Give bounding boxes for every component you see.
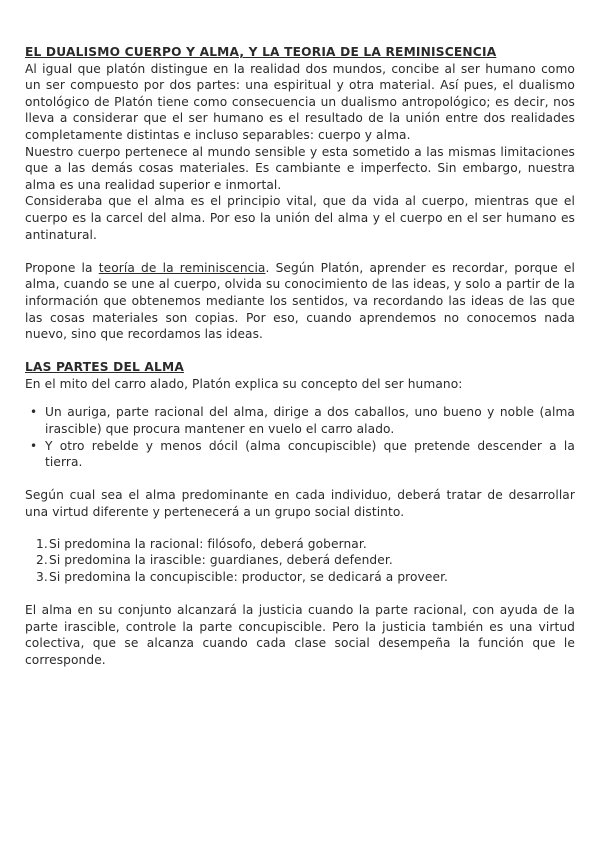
list-item [25,552,575,569]
list-item [25,569,575,586]
document-page [25,44,575,668]
list-number: 2. [36,553,48,568]
reminiscencia-text: . Según Platón, aprender es recordar, porque el alma, cuando se une al cuerpo, olvida su conocimiento de las ideas, y solo a partir de la información que obtenemos mediante los sentidos, va recordando las ideas de las que las cosas materiales son copias. Por eso, cuando aprendemos no conocemos nada nuevo, sino que recordamos las ideas. [25,260,575,342]
list-item-text: Si predomina la concupiscible: productor, se dedicará a proveer. [49,569,449,584]
list-number: 1. [36,536,48,551]
list-number: 3. [36,569,48,584]
paragraph-dualismo: Al igual que platón distingue en la realidad dos mundos, concibe al ser humano como un ser compuesto por dos partes: una espiritual y otra material. Así pues, el dualismo ontológico de Platón tiene como consecuencia un dualismo antropológico; es decir, nos lleva a considerar que el ser humano es el resultado de la unión entre dos realidades completamente distintas e incluso separables: cuerpo y alma. [25,61,575,142]
list-item [25,438,575,471]
list-item [25,404,575,437]
numbered-list [25,536,575,586]
list-item [25,536,575,553]
spacer [25,243,575,260]
spacer [25,471,575,488]
paragraph-mito-intro: En el mito del carro alado, Platón explica su concepto del ser humano: [25,376,463,391]
list-item-text: Un auriga, parte racional del alma, dirige a dos caballos, uno bueno y noble (alma irascible) que procura mantener en vuelo el carro alado. [45,405,575,437]
paragraph-cuerpo: Nuestro cuerpo pertenece al mundo sensible y esta sometido a las mismas limitaciones que a las demás cosas materiales. Es cambiante e imperfecto. Sin embargo, nuestra alma es una realidad superior e inmortal. [25,144,575,192]
reminiscencia-prefix: Propone la [25,260,99,275]
spacer [25,585,575,602]
bullet-icon: • [30,438,38,453]
spacer [25,521,575,536]
spacer [25,343,575,360]
section-title-partes-alma: LAS PARTES DEL ALMA [25,360,184,375]
list-item-text: Si predomina la irascible: guardianes, deberá defender. [49,553,393,568]
paragraph-virtud: Según cual sea el alma predominante en cada individuo, deberá tratar de desarrollar una virtud diferente y pertenecerá a un grupo social distinto. [25,488,575,520]
paragraph-alma-principio: Consideraba que el alma es el principio vital, que da vida al cuerpo, mientras que el cuerpo es la carcel del alma. Por eso la unión del alma y el cuerpo en el ser humano es antinatural. [25,194,575,242]
paragraph-reminiscencia [25,260,575,343]
section-title-dualismo: EL DUALISMO CUERPO Y ALMA, Y LA TEORIA DE LA REMINISCENCIA [25,45,497,59]
list-item-text: Y otro rebelde y menos dócil (alma concupiscible) que pretende descender a la tierra. [45,438,575,470]
spacer [25,392,575,404]
bullet-list [25,404,575,470]
list-item-text: Si predomina la racional: filósofo, deberá gobernar. [49,536,367,551]
reminiscencia-term: teoría de la reminiscencia [98,260,266,275]
bullet-icon: • [30,405,38,420]
paragraph-justicia: El alma en su conjunto alcanzará la justicia cuando la parte racional, con ayuda de la parte irascible, controle la parte concupiscible. Pero la justicia también es una virtud colectiva, que se alcanza cuando cada clase social desempeña la función que le corresponde. [25,603,575,667]
